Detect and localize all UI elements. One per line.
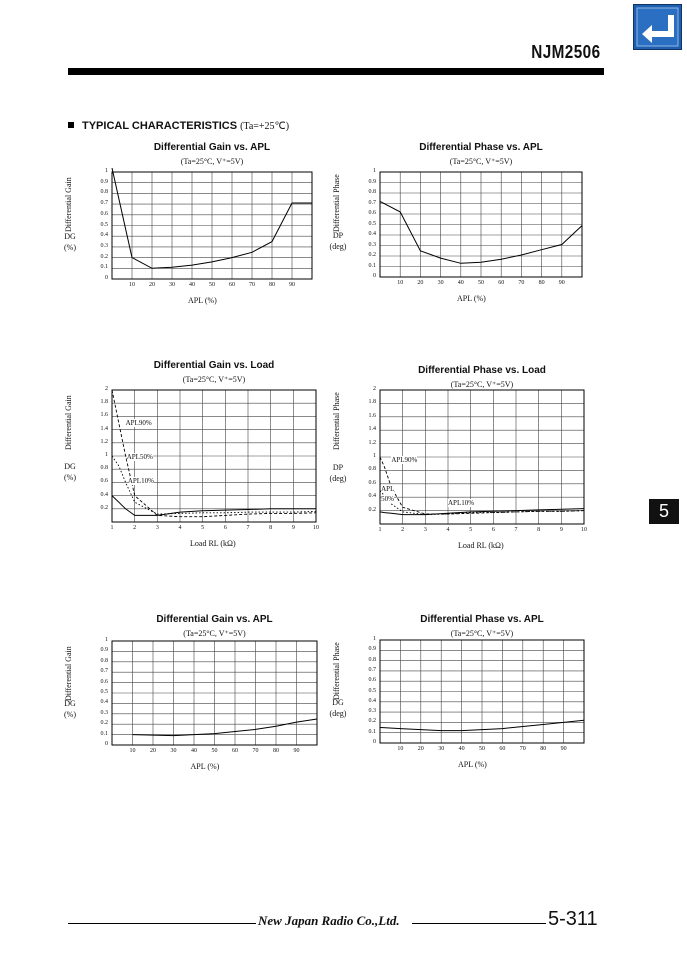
- y-axis-unit: (deg): [329, 474, 347, 483]
- y-tick-label: 0.1: [368, 728, 376, 735]
- x-tick-label: 60: [229, 282, 235, 288]
- header-rule: [68, 68, 604, 75]
- y-tick-label: 1: [373, 453, 376, 459]
- x-axis-label: APL (%): [457, 294, 486, 303]
- y-axis-unit: (deg): [329, 241, 347, 251]
- footer-rule-left: [68, 923, 256, 924]
- y-tick-label: 0.2: [100, 720, 108, 727]
- chart-title: Differential Phase vs. APL: [420, 614, 544, 625]
- series-annotation: APL10%: [127, 477, 154, 486]
- y-tick-label: 0.9: [100, 178, 108, 185]
- y-tick-label: 0.8: [368, 656, 376, 663]
- x-tick-label: 90: [560, 746, 567, 752]
- y-axis-symbol: DG: [64, 699, 76, 708]
- y-tick-label: 0.4: [368, 231, 376, 237]
- series-annotation: 50%: [381, 494, 394, 503]
- y-tick-label: 0.4: [368, 493, 376, 500]
- x-tick-label: 3: [423, 527, 427, 533]
- y-tick-label: 0.6: [100, 678, 108, 685]
- y-tick-label: 0.9: [368, 178, 376, 185]
- y-tick-label: 0.2: [368, 718, 376, 725]
- x-tick-label: 80: [538, 280, 545, 286]
- page-number: 5-311: [548, 908, 598, 930]
- footer-rule-right: [412, 923, 546, 924]
- y-tick-label: 0.6: [368, 479, 376, 486]
- x-tick-label: 2: [133, 525, 137, 531]
- x-tick-label: 8: [537, 527, 541, 533]
- x-tick-label: 50: [211, 748, 218, 754]
- y-tick-label: 0.8: [100, 189, 108, 196]
- y-tick-label: 1.6: [368, 412, 376, 419]
- x-tick-label: 9: [291, 525, 295, 531]
- y-tick-label: 1: [373, 636, 376, 642]
- y-axis-symbol: DG: [332, 697, 344, 707]
- y-tick-label: 0.9: [100, 647, 108, 654]
- y-tick-label: 1.8: [368, 399, 376, 406]
- y-tick-label: 0: [105, 275, 108, 281]
- y-tick-label: 0.5: [100, 689, 108, 695]
- series-line: [380, 457, 584, 514]
- plot-area: [110, 639, 319, 747]
- x-tick-label: 50: [479, 746, 485, 752]
- y-axis-name: Differential Phase: [332, 174, 341, 232]
- x-tick-label: 90: [293, 748, 300, 754]
- x-tick-label: 30: [437, 280, 444, 286]
- y-tick-label: 0.6: [368, 677, 376, 684]
- x-axis-label: APL (%): [188, 296, 217, 305]
- y-tick-label: 0.1: [100, 264, 108, 271]
- y-axis-unit: (%): [64, 473, 76, 482]
- y-tick-label: 0.5: [100, 221, 108, 228]
- x-tick-label: 30: [170, 748, 177, 754]
- y-tick-label: 0.7: [368, 199, 376, 206]
- y-axis-unit: (deg): [329, 708, 347, 718]
- section-condition: (Ta=+25℃): [240, 121, 290, 132]
- y-tick-label: 0.5: [368, 220, 376, 227]
- y-axis-name: Differential Gain: [64, 395, 73, 450]
- y-tick-label: 0.7: [100, 200, 108, 207]
- x-tick-label: 10: [581, 527, 587, 533]
- y-tick-label: 0.8: [368, 466, 376, 473]
- x-axis-label: APL (%): [190, 762, 220, 771]
- x-tick-label: 80: [269, 282, 275, 288]
- x-tick-label: 70: [252, 748, 259, 754]
- x-tick-label: 70: [519, 746, 526, 752]
- x-tick-label: 60: [498, 280, 505, 286]
- y-tick-label: 0.8: [100, 465, 108, 472]
- x-axis-label: Load RL (kΩ): [458, 541, 504, 550]
- series-annotation: APL10%: [448, 499, 475, 508]
- x-tick-label: 10: [313, 525, 319, 531]
- y-tick-label: 0.9: [368, 646, 376, 653]
- y-tick-label: 0.7: [368, 666, 376, 673]
- x-tick-label: 6: [223, 525, 227, 531]
- chart-condition: (Ta=25°C, V⁺=5V): [182, 375, 246, 384]
- x-tick-label: 10: [129, 282, 135, 288]
- x-tick-label: 70: [518, 280, 525, 286]
- y-tick-label: 1: [105, 168, 108, 174]
- plot-area: [378, 638, 586, 745]
- x-tick-label: 3: [155, 525, 159, 531]
- y-tick-label: 0.1: [368, 262, 376, 269]
- y-tick-label: 0.3: [100, 242, 108, 249]
- x-axis-label: Load RL (kΩ): [190, 539, 236, 548]
- y-axis-symbol: DP: [332, 463, 344, 472]
- y-tick-label: 0.4: [100, 491, 108, 498]
- x-tick-label: 30: [169, 282, 175, 288]
- part-number: NJM2506: [531, 42, 601, 62]
- y-tick-label: 0.4: [368, 697, 376, 704]
- y-tick-label: 1: [105, 452, 108, 458]
- x-tick-label: 1: [378, 527, 382, 533]
- x-tick-label: 50: [209, 282, 215, 288]
- x-tick-label: 4: [178, 525, 182, 531]
- chart-condition: (Ta=25°C, V⁺=5V): [449, 157, 513, 166]
- y-tick-label: 0.3: [100, 709, 108, 716]
- y-tick-label: 0.8: [100, 657, 108, 664]
- x-tick-label: 70: [249, 282, 255, 288]
- x-tick-label: 20: [149, 282, 155, 288]
- x-tick-label: 80: [273, 748, 279, 754]
- y-axis-name: Differential Phase: [332, 392, 341, 450]
- x-tick-label: 20: [150, 748, 156, 754]
- series-annotation: APL90%: [391, 456, 418, 465]
- x-tick-label: 7: [514, 527, 518, 533]
- x-tick-label: 5: [469, 527, 473, 533]
- x-tick-label: 80: [540, 746, 547, 752]
- y-tick-label: 1.4: [368, 426, 376, 433]
- section-title-text: TYPICAL CHARACTERISTICS: [82, 120, 238, 132]
- x-tick-label: 90: [289, 282, 295, 288]
- y-tick-label: 2: [373, 386, 376, 392]
- y-tick-label: 2: [105, 386, 108, 392]
- y-tick-label: 1.2: [368, 439, 376, 446]
- chart-title: Differential Gain vs. Load: [153, 360, 275, 371]
- bullet-square-icon: [68, 122, 74, 128]
- series-annotation: APL90%: [125, 419, 152, 427]
- x-tick-label: 60: [232, 748, 238, 754]
- y-tick-label: 0.7: [100, 668, 108, 675]
- section-title: [68, 120, 289, 132]
- y-tick-label: 0.3: [368, 241, 376, 248]
- y-tick-label: 0.6: [368, 210, 376, 216]
- x-tick-label: 10: [397, 746, 404, 752]
- x-tick-label: 9: [559, 527, 563, 533]
- x-axis-label: APL (%): [458, 760, 487, 769]
- x-tick-label: 40: [189, 282, 195, 288]
- x-tick-label: 4: [446, 527, 450, 533]
- y-tick-label: 1.4: [100, 425, 108, 432]
- y-tick-label: 0.8: [368, 189, 376, 195]
- y-tick-label: 0: [373, 273, 376, 279]
- y-tick-label: 0.2: [368, 506, 376, 513]
- y-axis-symbol: DG: [64, 231, 76, 241]
- x-tick-label: 1: [110, 525, 114, 531]
- brand-logo: New Japan Radio Co.,Ltd.: [258, 913, 400, 928]
- x-tick-label: 20: [417, 280, 424, 286]
- chart-title: Differential Gain vs. APL: [153, 142, 271, 153]
- chart-title: Differential Gain vs. APL: [156, 614, 273, 625]
- chart-condition: (Ta=25°C, V⁺=5V): [183, 629, 246, 638]
- chart-condition: (Ta=25°C, V⁺=5V): [180, 157, 244, 166]
- chart-condition: (Ta=25°C, V⁺=5V): [450, 629, 514, 638]
- plot-area: [378, 170, 584, 279]
- y-tick-label: 0.2: [100, 504, 108, 511]
- y-axis-name: Differential Phase: [332, 642, 341, 700]
- series-line: [133, 719, 318, 736]
- series-line: [380, 491, 584, 515]
- y-tick-label: 0.3: [368, 708, 376, 715]
- chart-condition: (Ta=25°C, V⁺=5V): [450, 380, 514, 389]
- back-arrow-icon[interactable]: [633, 4, 682, 50]
- x-tick-label: 60: [499, 746, 506, 752]
- y-tick-label: 1: [105, 637, 108, 643]
- y-tick-label: 1.2: [100, 438, 108, 445]
- series-annotation: APL50%: [126, 453, 153, 462]
- x-tick-label: 10: [129, 748, 136, 754]
- x-tick-label: 5: [201, 525, 205, 531]
- x-tick-label: 6: [491, 527, 495, 533]
- y-tick-label: 0.5: [368, 687, 376, 694]
- series-annotation: APL: [381, 485, 395, 494]
- y-axis-unit: (%): [64, 242, 76, 252]
- x-tick-label: 40: [457, 280, 464, 286]
- y-tick-label: 0.6: [100, 478, 108, 485]
- chart-title: Differential Phase vs. Load: [418, 365, 546, 376]
- y-tick-label: 0.4: [100, 232, 108, 239]
- y-tick-label: 0.4: [100, 699, 108, 706]
- y-tick-label: 1.6: [100, 412, 108, 419]
- y-tick-label: 1.8: [100, 399, 108, 406]
- x-tick-label: 7: [246, 525, 250, 531]
- x-tick-label: 50: [478, 280, 484, 286]
- y-tick-label: 1: [373, 168, 376, 174]
- chapter-tab[interactable]: 5: [649, 499, 679, 524]
- plot-area: [110, 170, 314, 281]
- y-tick-label: 0.6: [100, 210, 108, 217]
- x-tick-label: 8: [269, 525, 273, 531]
- y-axis-symbol: DG: [64, 462, 76, 471]
- x-tick-label: 40: [191, 748, 197, 754]
- y-tick-label: 0: [105, 741, 108, 747]
- x-tick-label: 40: [458, 746, 465, 752]
- y-tick-label: 0.2: [368, 252, 376, 258]
- x-tick-label: 30: [438, 746, 445, 752]
- x-tick-label: 90: [558, 280, 565, 286]
- y-tick-label: 0.2: [100, 253, 108, 260]
- chart-title: Differential Phase vs. APL: [419, 142, 543, 153]
- x-tick-label: 2: [401, 527, 405, 533]
- y-axis-symbol: DP: [332, 230, 344, 240]
- y-axis-name: Differential Gain: [64, 177, 73, 232]
- x-tick-label: 20: [417, 746, 424, 752]
- x-tick-label: 10: [397, 280, 404, 286]
- y-axis-unit: (%): [64, 710, 76, 719]
- y-tick-label: 0: [373, 739, 376, 745]
- y-axis-name: Differential Gain: [64, 646, 73, 701]
- y-tick-label: 0.1: [100, 730, 108, 737]
